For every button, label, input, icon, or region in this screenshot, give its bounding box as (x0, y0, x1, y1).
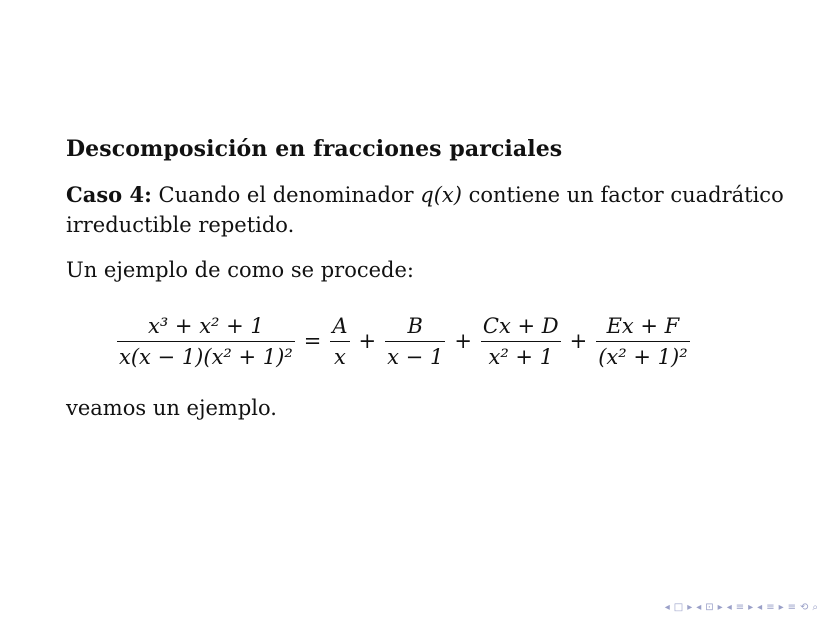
slide-title: Descomposición en fracciones parciales (66, 136, 563, 162)
nav-subsection-icon[interactable]: ≡ (735, 602, 745, 613)
beamer-navigation (665, 602, 818, 613)
nav-search-icon[interactable]: ⌕ (812, 602, 818, 613)
lhs-fraction (117, 314, 295, 369)
closing-text: veamos un ejemplo. (66, 396, 277, 420)
term-b-fraction (385, 314, 445, 369)
term-a-denominator: x (330, 341, 349, 369)
nav-prev-frame-icon[interactable]: ◂ (664, 602, 670, 613)
caso-label: Caso 4: (66, 182, 152, 207)
caso-line2: irreductible repetido. (66, 213, 295, 237)
term-a-numerator: A (332, 313, 348, 338)
term-cd-fraction (481, 314, 561, 369)
nav-frame-icon[interactable]: □ (673, 602, 684, 613)
nav-next-frame-icon[interactable]: ▸ (687, 602, 693, 613)
nav-slide-icon[interactable]: ⊡ (705, 602, 714, 613)
lhs-denominator: x(x − 1)(x² + 1)² (117, 341, 295, 369)
term-cd-numerator: Cx + D (482, 313, 559, 338)
nav-next-section-icon[interactable]: ▸ (778, 602, 784, 613)
plus-sign: + (454, 329, 472, 353)
term-b-denominator: x − 1 (385, 341, 445, 369)
intro-text: Un ejemplo de como se procede: (66, 258, 414, 282)
nav-prev-slide-icon[interactable]: ◂ (696, 602, 702, 613)
equals-sign: = (303, 329, 322, 353)
term-ef-fraction (596, 314, 689, 369)
caso-paragraph (66, 180, 796, 240)
term-ef-numerator: Ex + F (606, 313, 680, 338)
caso-text-before: Cuando el denominador (158, 183, 414, 207)
caso-qx: q(x) (420, 183, 462, 207)
lhs-numerator: x³ + x² + 1 (147, 313, 264, 338)
term-b-numerator: B (407, 313, 423, 338)
term-a-fraction (330, 314, 349, 369)
caso-text-after: contiene un factor cuadrático (468, 183, 784, 207)
term-ef-denominator: (x² + 1)² (596, 341, 689, 369)
plus-sign: + (569, 329, 588, 353)
term-cd-denominator: x² + 1 (481, 341, 561, 369)
nav-back-icon[interactable]: ⟲ (800, 602, 809, 613)
partial-fraction-equation (114, 306, 693, 376)
nav-prev-section-icon[interactable]: ◂ (757, 602, 763, 613)
nav-prev-subsection-icon[interactable]: ◂ (726, 602, 732, 613)
nav-next-subsection-icon[interactable]: ▸ (748, 602, 754, 613)
nav-toc-icon[interactable]: ≡ (787, 602, 796, 613)
plus-sign: + (358, 329, 377, 353)
nav-section-icon[interactable]: ≡ (766, 602, 775, 613)
nav-next-slide-icon[interactable]: ▸ (717, 602, 723, 613)
